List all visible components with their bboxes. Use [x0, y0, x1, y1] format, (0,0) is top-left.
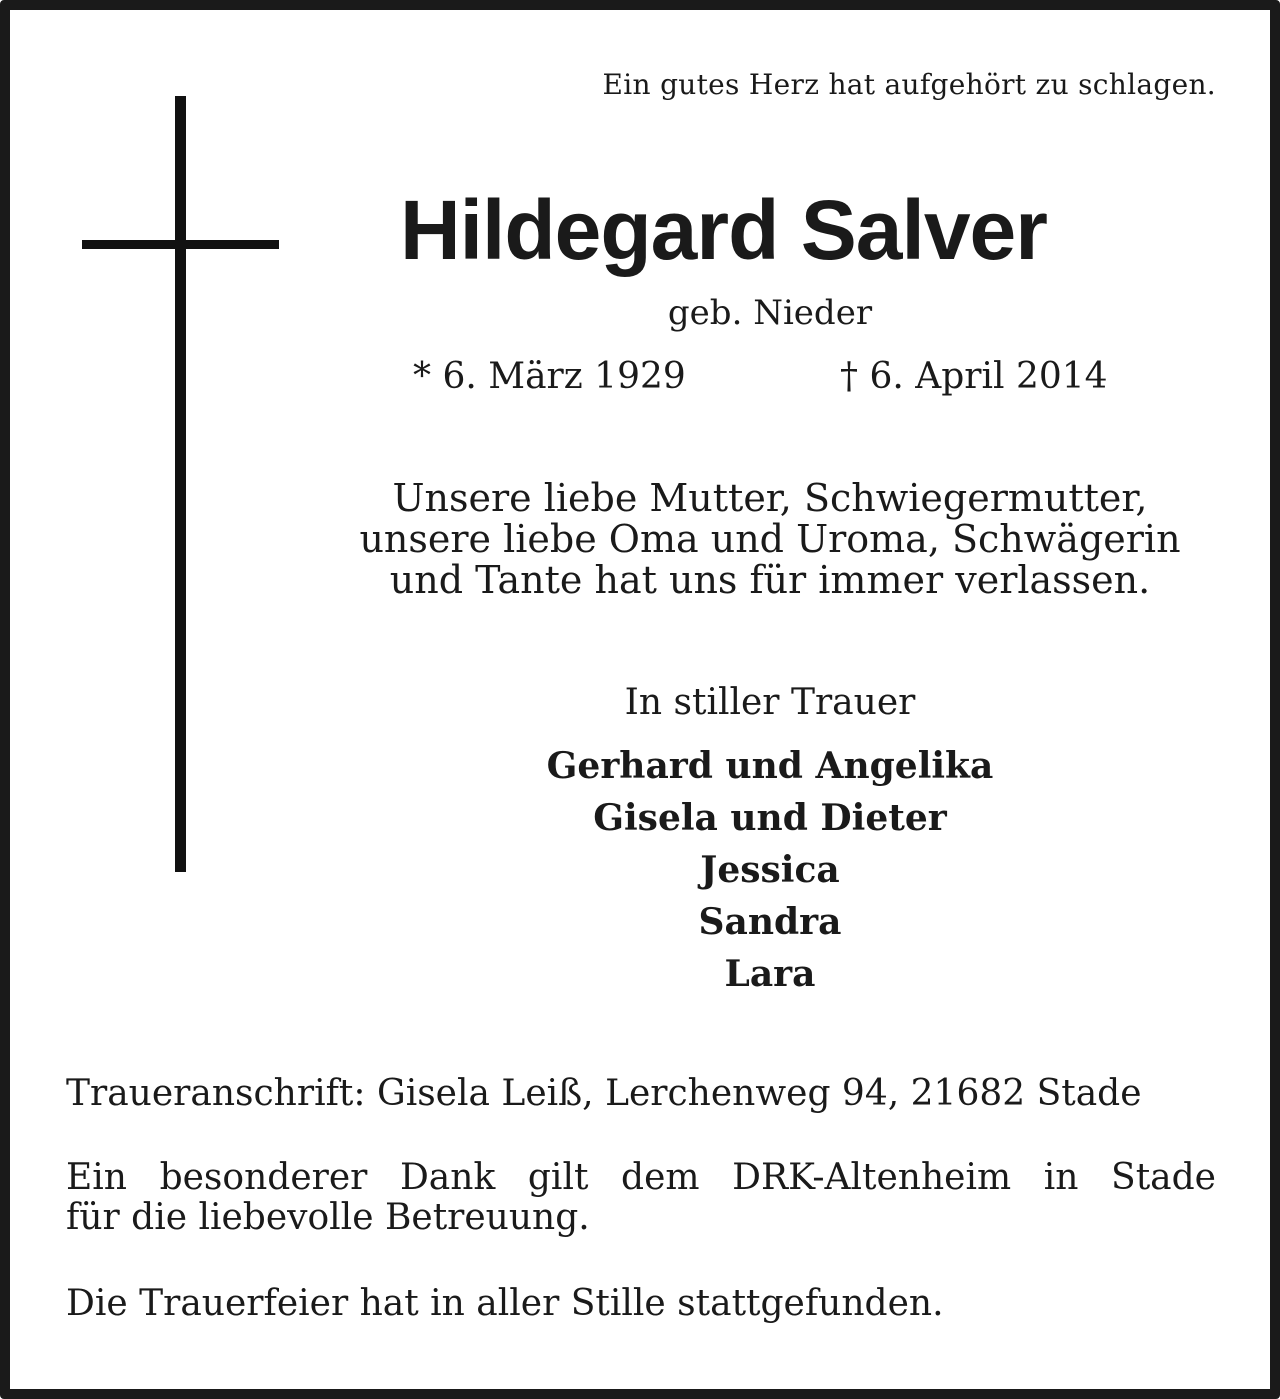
mourning-address: Traueranschrift: Gisela Leiß, Lerchenweg 94, 21682 Stade: [66, 1073, 1142, 1114]
mourner-name: Gisela und Dieter: [593, 797, 947, 839]
thanks-note: [66, 1158, 1216, 1238]
message-line: unsere liebe Oma und Uroma, Schwägerin: [359, 517, 1181, 561]
deceased-name: Hildegard Salver: [400, 183, 1047, 277]
mourner-name: Sandra: [698, 901, 842, 943]
thanks-line: für die liebevolle Betreuung.: [66, 1197, 590, 1238]
motto-text: Ein gutes Herz hat aufgehört zu schlagen.: [602, 68, 1216, 101]
announcement-message: [330, 478, 1210, 601]
mourner-name: Lara: [724, 953, 816, 995]
mourning-intro: In stiller Trauer: [624, 682, 916, 723]
cross-vertical-bar: [175, 96, 186, 872]
mourner-name: Jessica: [700, 849, 840, 891]
mourner-list: [330, 740, 1210, 1000]
message-line: und Tante hat uns für immer verlassen.: [389, 558, 1151, 602]
maiden-name: geb. Nieder: [667, 293, 873, 333]
death-date: † 6. April 2014: [840, 356, 1108, 397]
thanks-line: Ein besonderer Dank gilt dem DRK-Altenheim in Stade: [66, 1157, 1216, 1198]
funeral-note: Die Trauerfeier hat in aller Stille stattgefunden.: [66, 1283, 944, 1324]
message-line: Unsere liebe Mutter, Schwiegermutter,: [392, 476, 1148, 520]
cross-horizontal-bar: [82, 240, 279, 249]
birth-date: * 6. März 1929: [413, 356, 686, 397]
mourner-name: Gerhard und Angelika: [546, 745, 994, 787]
